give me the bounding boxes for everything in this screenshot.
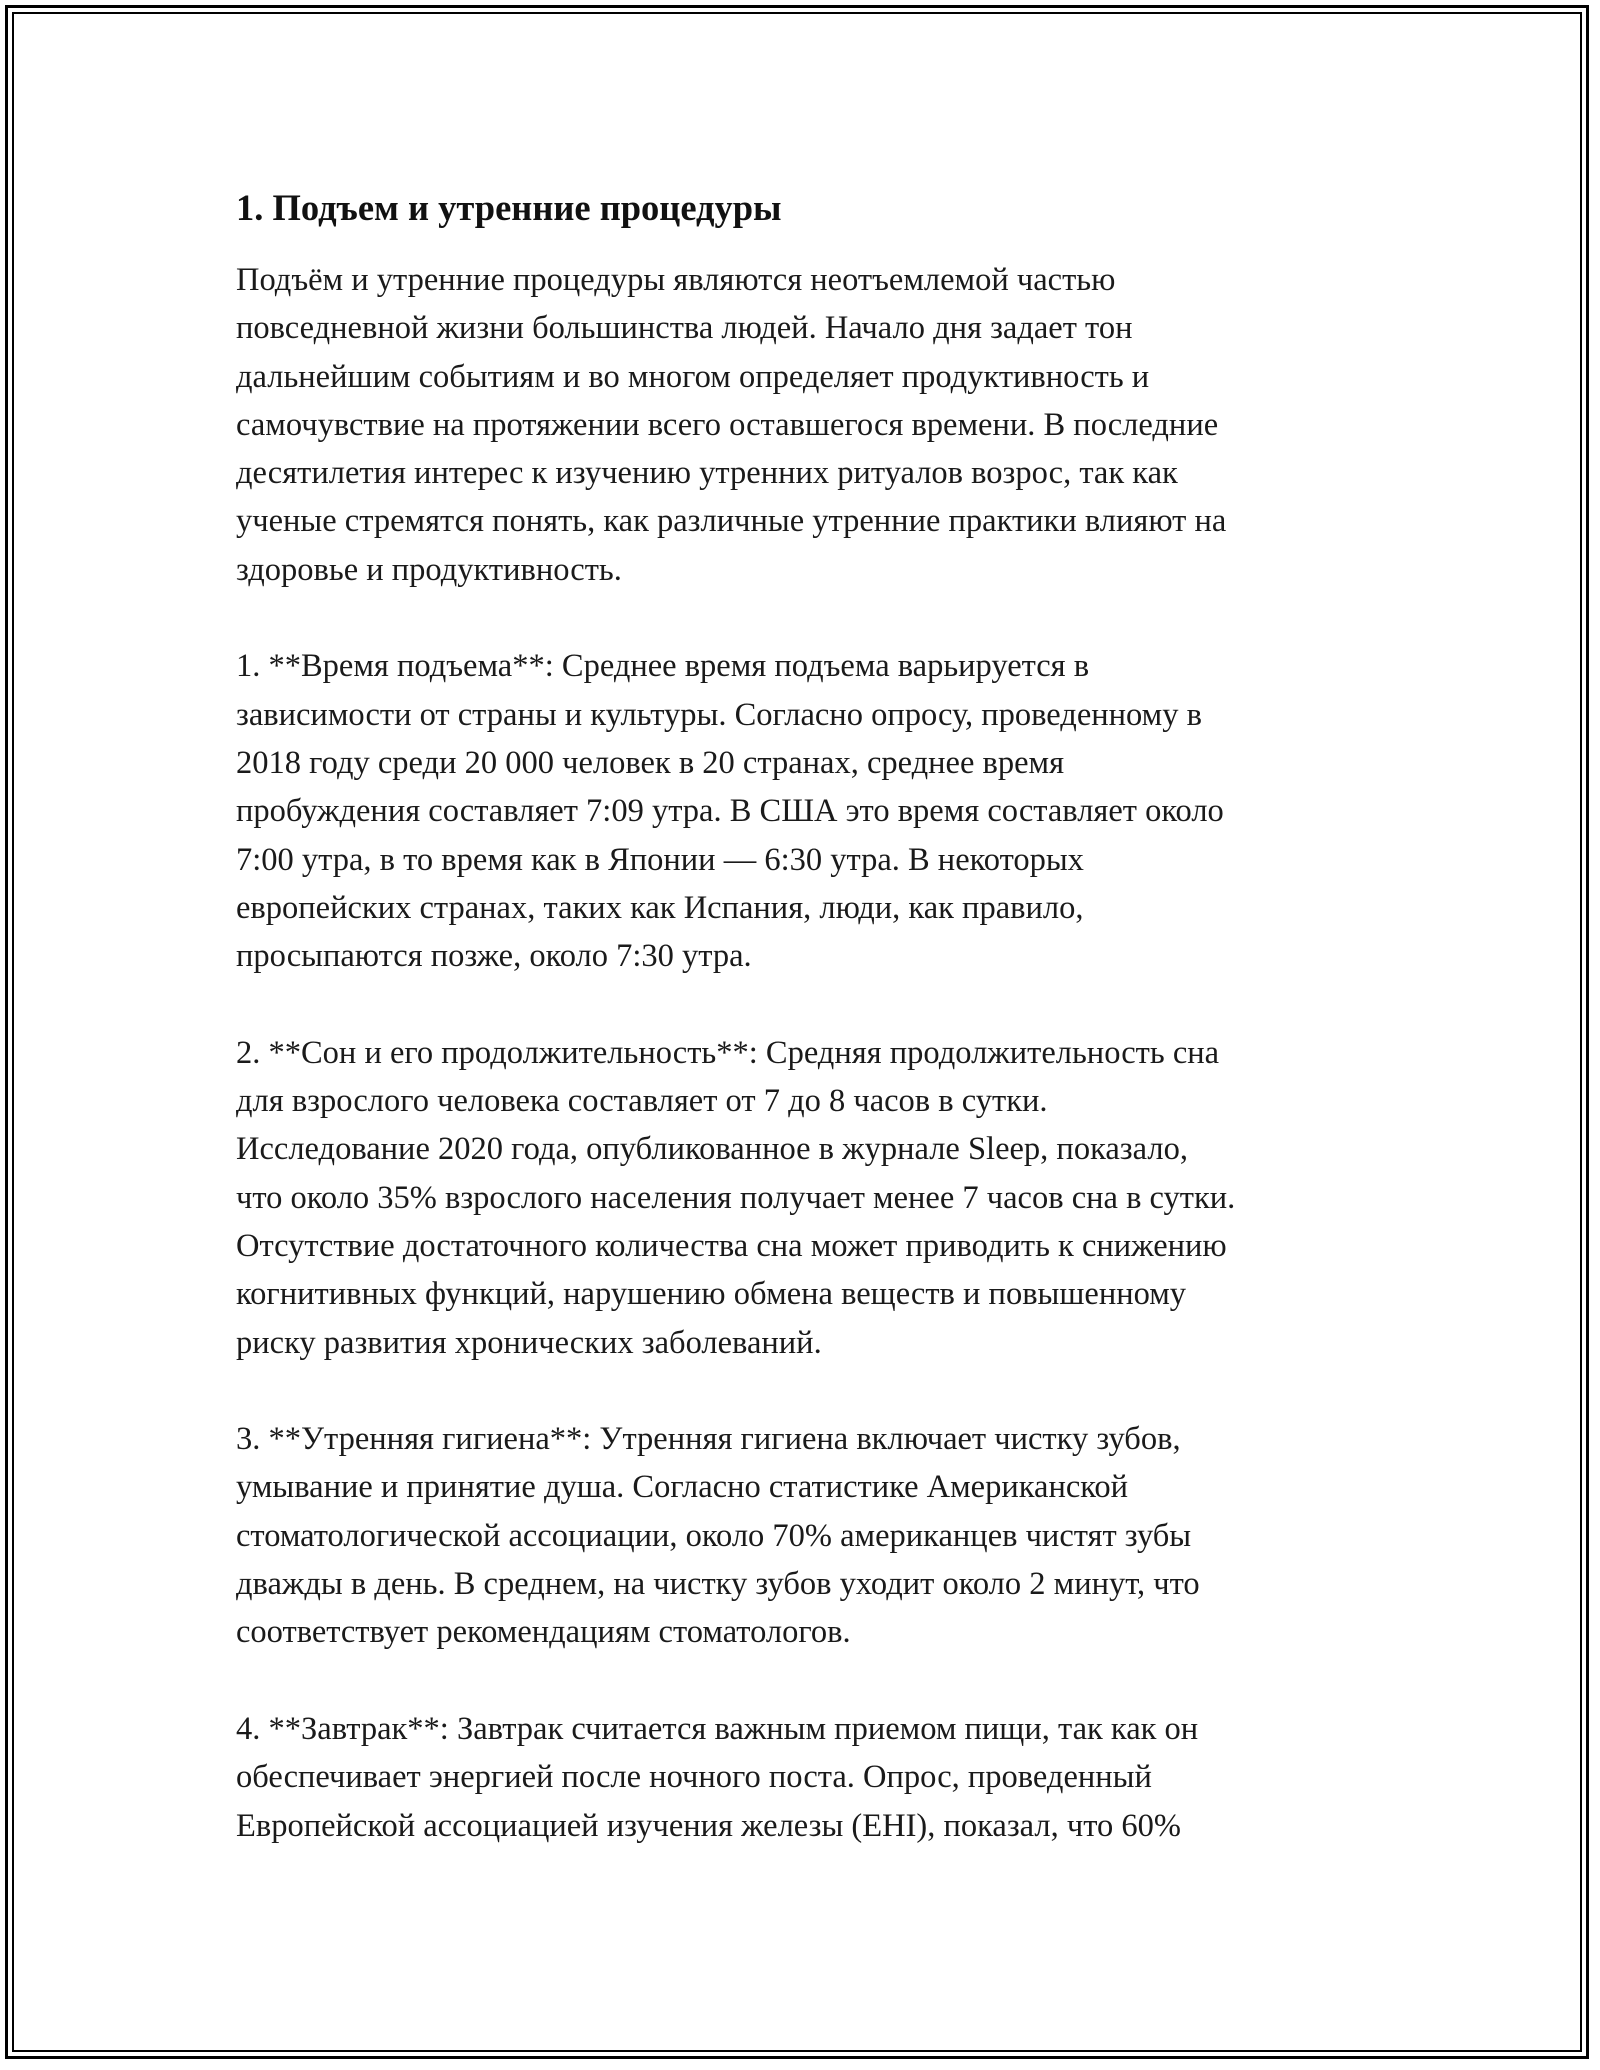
paragraph-intro: Подъём и утренние процедуры являются неотъемлемой частью повседневной жизни большинства людей. Начало дня задает тон дальнейшим событиям и во многом определяет продуктивность и самочувствие на протяжении всего оставшегося времени. В последние десятилетия интерес к изучению утренних ритуалов возрос, так как ученые стремятся понять, как различные утренние практики влияют на здоровье и продуктивность. bbox=[236, 262, 1227, 588]
document-body bbox=[236, 180, 1376, 1898]
section-heading: 1. Подъем и утренние процедуры bbox=[236, 187, 782, 228]
paragraph-wake-time: 1. **Время подъема**: Среднее время подъема варьируется в зависимости от страны и культуры. Согласно опросу, проведенному в 2018 году среди 20 000 человек в 20 странах, среднее время пробуждения составляет 7:09 утра. В США это время составляет около 7:00 утра, в то время как в Японии — 6:30 утра. В некоторых европейских странах, таких как Испания, люди, как правило, просыпаются позже, около 7:30 утра. bbox=[236, 648, 1224, 975]
paragraph-sleep-duration: 2. **Сон и его продолжительность**: Средняя продолжительность сна для взрослого человека составляет от 7 до 8 часов в сутки. Исследование 2020 года, опубликованное в журнале Sleep, показало, что около 35% взрослого населения получает менее 7 часов сна в сутки. Отсутствие достаточного количества сна может приводить к снижению когнитивных функций, нарушению обмена веществ и повышенному риску развития хронических заболеваний. bbox=[236, 1034, 1236, 1361]
paragraph-morning-hygiene: 3. **Утренняя гигиена**: Утренняя гигиена включает чистку зубов, умывание и принятие душа. Согласно статистике Американской стоматологической ассоциации, около 70% американцев чистят зубы дважды в день. В среднем, на чистку зубов уходит около 2 минут, что соответствует рекомендациям стоматологов. bbox=[236, 1421, 1200, 1651]
paragraph-breakfast: 4. **Завтрак**: Завтрак считается важным приемом пищи, так как он обеспечивает энергией после ночного поста. Опрос, проведенный Европейской ассоциацией изучения железы (EHI), показал, что 60% bbox=[236, 1710, 1199, 1844]
